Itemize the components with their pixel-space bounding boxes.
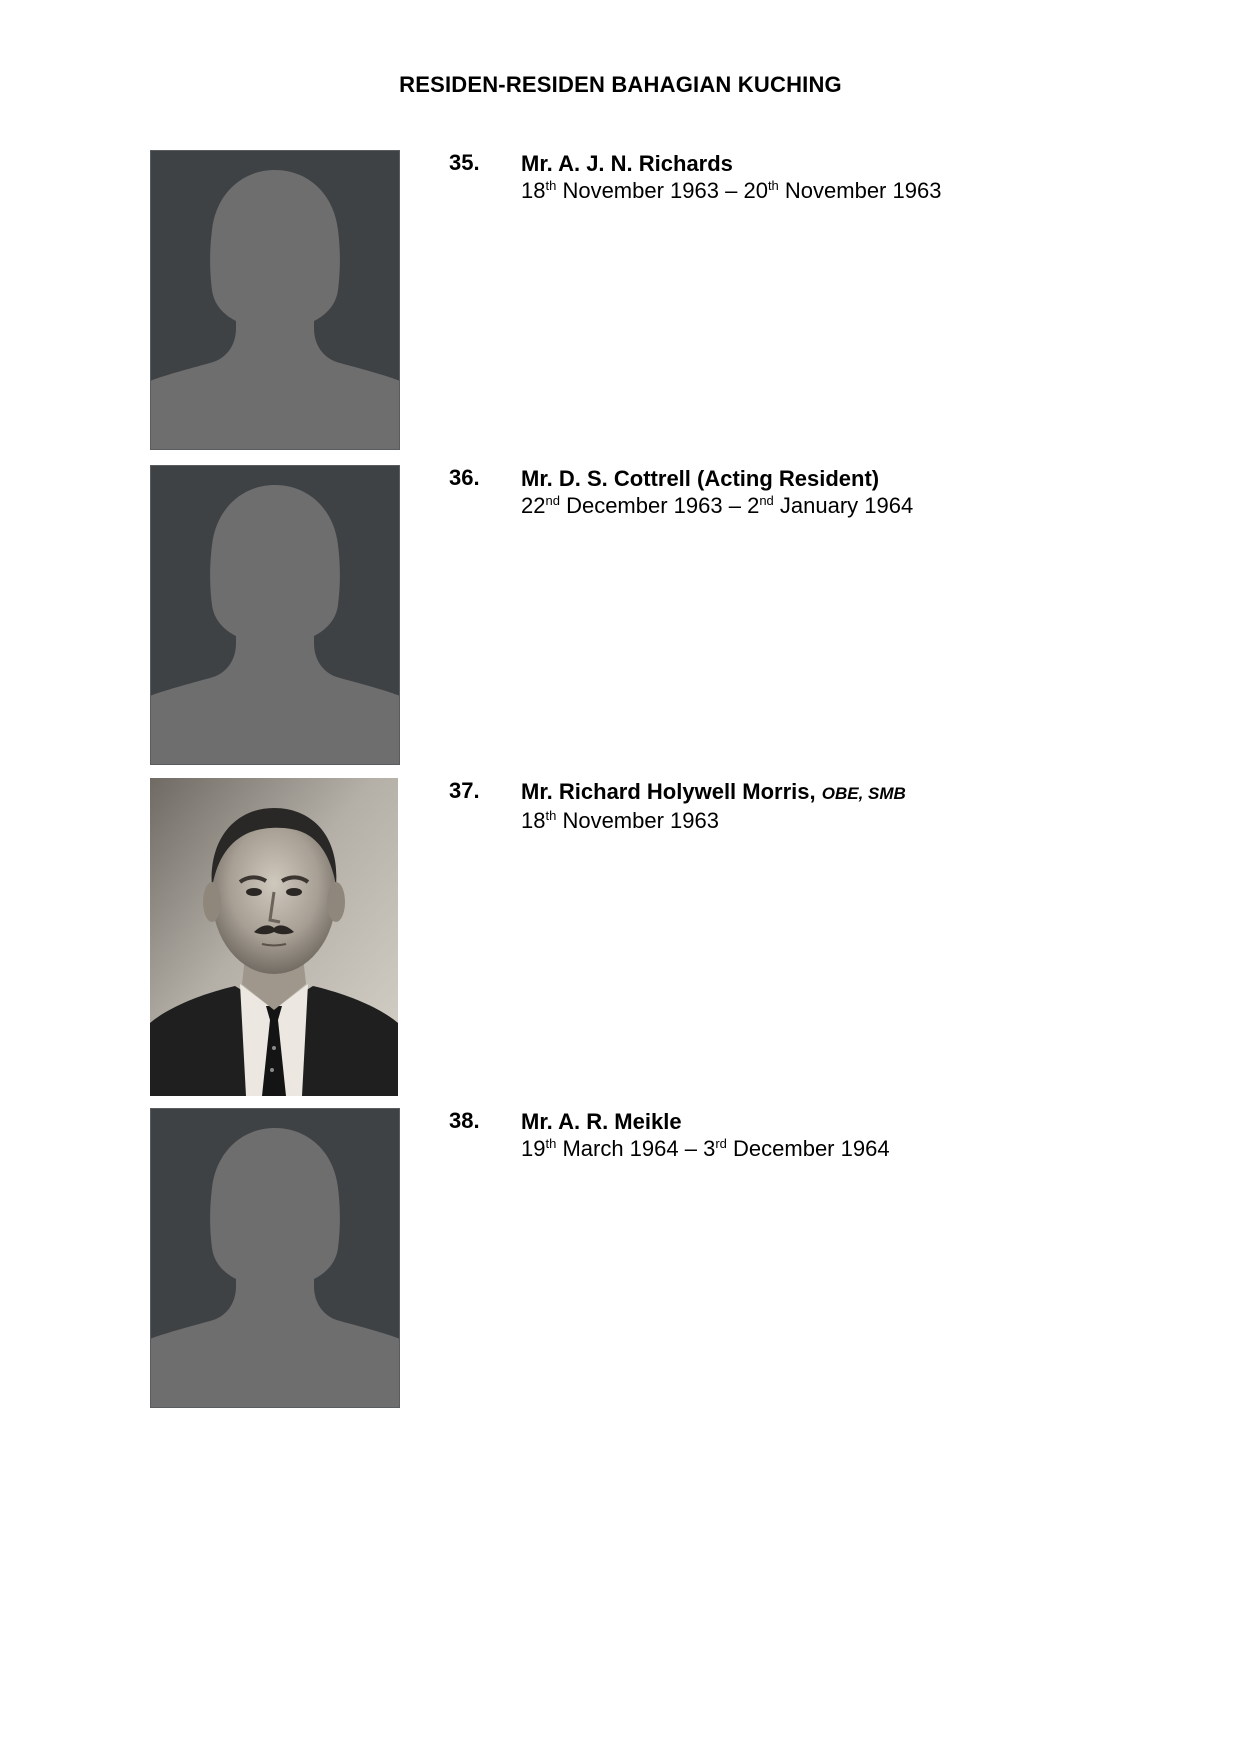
tenure-dates [521, 1135, 1141, 1162]
tenure-dates [521, 807, 1141, 834]
person-silhouette-icon [150, 465, 400, 765]
start-month-year: November 1963 [556, 808, 719, 833]
start-day: 19 [521, 1136, 546, 1161]
start-ordinal: th [545, 1136, 557, 1151]
resident-honours: OBE, SMB [821, 784, 906, 803]
end-month-year: January 1964 [773, 493, 914, 518]
end-ordinal: rd [715, 1136, 727, 1151]
end-day: 20 [743, 178, 768, 203]
entry-number: 35. [449, 150, 480, 175]
entry-number: 38. [449, 1108, 480, 1133]
resident-name [521, 1108, 1141, 1135]
start-month-year: November 1963 [556, 178, 719, 203]
start-day: 18 [521, 808, 546, 833]
placeholder-portrait [150, 465, 400, 765]
start-ordinal: th [545, 808, 557, 823]
placeholder-portrait [150, 150, 400, 450]
resident-name [521, 465, 1141, 492]
date-separator: – [718, 178, 744, 203]
resident-entry [150, 150, 1150, 452]
resident-name-text: Mr. D. S. Cottrell (Acting Resident) [521, 466, 880, 491]
start-ordinal: nd [545, 493, 560, 508]
end-month-year: December 1964 [726, 1136, 890, 1161]
resident-name-text: Mr. Richard Holywell Morris, [521, 779, 816, 804]
start-month-year: March 1964 [556, 1136, 679, 1161]
tenure-dates [521, 492, 1141, 519]
placeholder-portrait [150, 1108, 400, 1408]
resident-name-text: Mr. A. R. Meikle [521, 1109, 682, 1134]
portrait-photo [150, 778, 398, 1096]
resident-entry [150, 465, 1150, 767]
end-ordinal: th [767, 178, 779, 193]
end-ordinal: nd [759, 493, 774, 508]
date-separator: – [678, 1136, 704, 1161]
resident-photograph [150, 778, 398, 1096]
resident-entry [150, 778, 1150, 1096]
tenure-dates [521, 177, 1141, 204]
end-month-year: November 1963 [778, 178, 942, 203]
resident-entry [150, 1108, 1150, 1410]
resident-name [521, 778, 1141, 807]
start-ordinal: th [545, 178, 557, 193]
end-day: 3 [703, 1136, 716, 1161]
person-silhouette-icon [150, 150, 400, 450]
resident-name-text: Mr. A. J. N. Richards [521, 151, 733, 176]
end-day: 2 [747, 493, 760, 518]
resident-name [521, 150, 1141, 177]
start-month-year: December 1963 [559, 493, 723, 518]
start-day: 18 [521, 178, 546, 203]
start-day: 22 [521, 493, 546, 518]
person-silhouette-icon [150, 1108, 400, 1408]
entry-number: 36. [449, 465, 480, 490]
page-title: RESIDEN-RESIDEN BAHAGIAN KUCHING [399, 72, 842, 97]
entry-number: 37. [449, 778, 480, 803]
date-separator: – [722, 493, 748, 518]
